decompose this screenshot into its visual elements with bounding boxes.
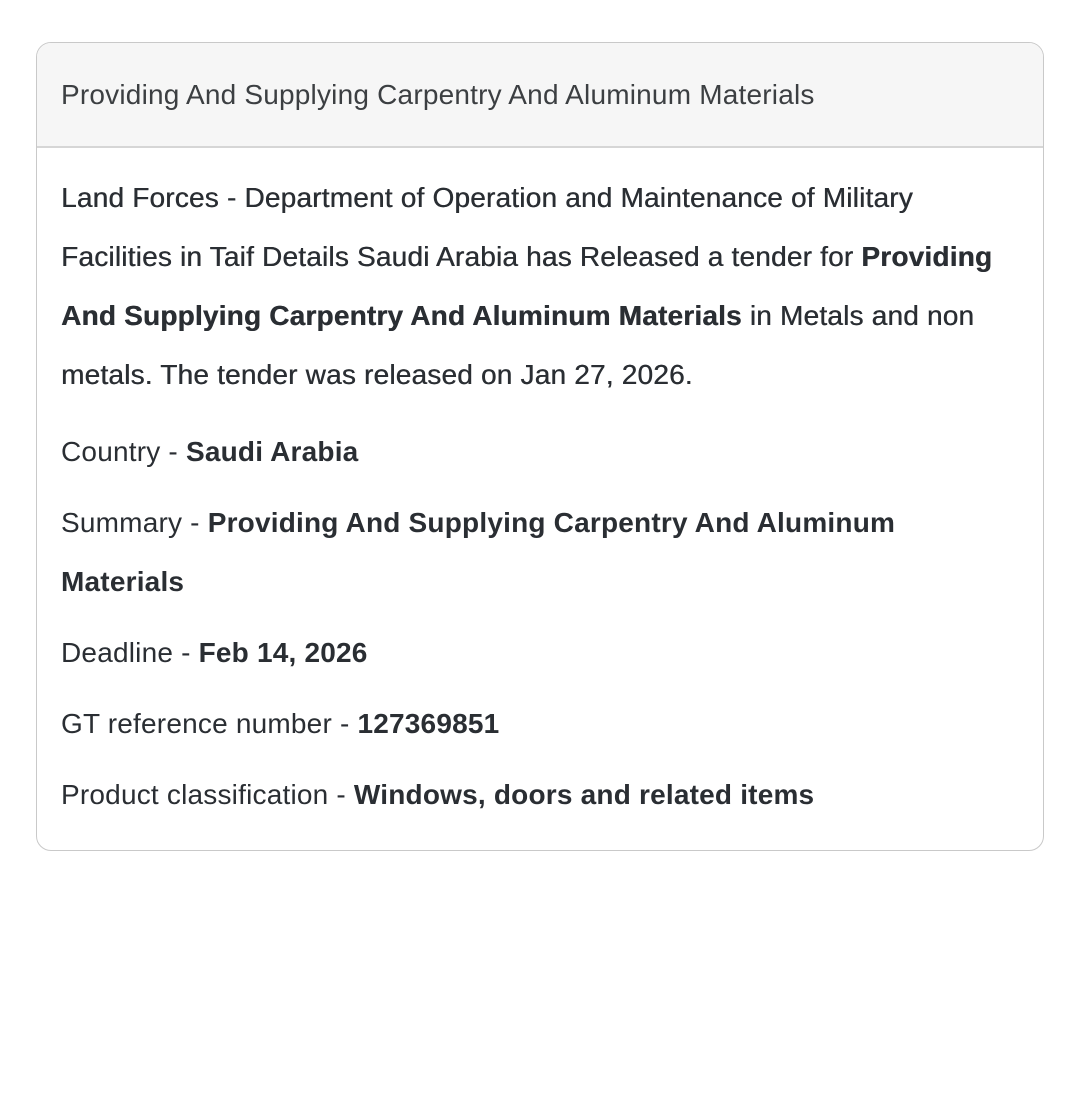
field-gt-reference-number (61, 694, 1019, 753)
field-label: in Metals and non metals. The tender was released on Jan 27, 2026. (61, 300, 975, 390)
tender-title: Providing And Supplying Carpentry And Aluminum Materials (61, 79, 815, 110)
field-label: Country - (61, 436, 186, 467)
field-label: Summary - (61, 507, 208, 538)
field-country (61, 422, 1019, 481)
field-label: GT reference number - (61, 708, 358, 739)
field-label: Product classification - (61, 779, 354, 810)
card-header (37, 43, 1043, 148)
tender-card (36, 42, 1044, 851)
field-value: 127369851 (357, 708, 500, 739)
tender-description (61, 168, 1019, 404)
field-value: Windows, doors and related items (353, 779, 815, 810)
field-label: Land Forces - Department of Operation and Maintenance of Military Facilities in Taif Details Saudi Arabia has Released a tender for (61, 182, 913, 272)
field-value: Saudi Arabia (185, 436, 359, 467)
field-product-classification (61, 765, 1019, 824)
field-label: Deadline - (61, 637, 199, 668)
field-value: Providing And Supplying Carpentry And Aluminum Materials (61, 507, 896, 597)
field-deadline (61, 623, 1019, 682)
field-value: Feb 14, 2026 (198, 637, 368, 668)
field-summary (61, 493, 1019, 611)
field-value: Providing And Supplying Carpentry And Aluminum Materials (61, 241, 993, 331)
card-body (37, 148, 1043, 850)
